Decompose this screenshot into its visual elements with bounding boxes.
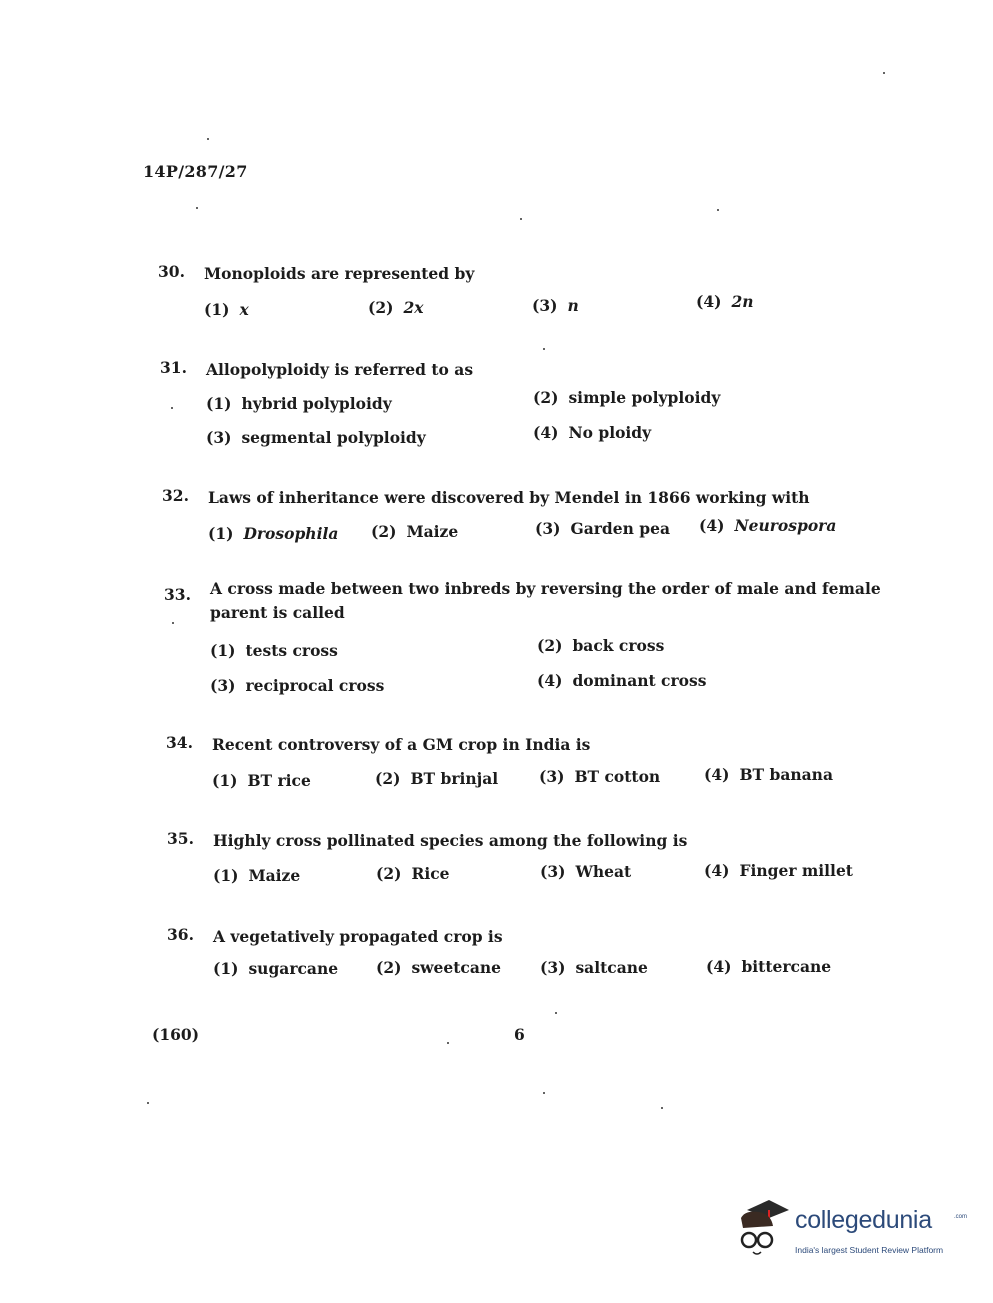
scan-speck (196, 207, 198, 209)
option-text: n (567, 296, 579, 315)
option-number: (1) (208, 524, 234, 543)
scan-speck (543, 348, 545, 350)
option-1 (206, 394, 392, 413)
scan-speck (520, 218, 522, 220)
question-31 (160, 358, 920, 453)
option-text: Wheat (575, 862, 632, 881)
option-2 (537, 636, 664, 655)
option-number: (4) (706, 957, 732, 976)
option-text: 2n (731, 292, 754, 311)
option-number: (2) (376, 864, 402, 883)
question-32 (162, 486, 922, 546)
option-4 (696, 292, 754, 311)
option-text: hybrid polyploidy (241, 394, 392, 413)
option-number: (3) (210, 676, 236, 695)
option-text: 2x (403, 298, 424, 317)
option-1 (212, 771, 311, 790)
option-4 (533, 423, 651, 442)
option-text: reciprocal cross (245, 676, 385, 695)
option-3 (206, 428, 426, 447)
question-36 (167, 925, 927, 985)
option-2 (368, 298, 423, 317)
option-text: dominant cross (572, 671, 707, 690)
option-number: (4) (704, 765, 730, 784)
question-number: 33. (164, 585, 191, 604)
option-4 (537, 671, 706, 690)
option-text: Maize (248, 866, 301, 885)
option-number: (2) (371, 522, 397, 541)
question-number: 31. (160, 358, 187, 377)
collegedunia-logo (733, 1196, 968, 1258)
question-number: 36. (167, 925, 194, 944)
option-text: Drosophila (243, 524, 339, 543)
option-4 (699, 516, 836, 535)
option-number: (4) (537, 671, 563, 690)
option-text: saltcane (575, 958, 648, 977)
option-number: (4) (704, 861, 730, 880)
question-34 (166, 733, 926, 793)
question-text: Recent controversy of a GM crop in India is (212, 735, 591, 754)
paper-code: 14P/287/27 (143, 162, 248, 181)
scan-speck (172, 622, 174, 624)
option-text: segmental polyploidy (241, 428, 426, 447)
option-1 (208, 524, 338, 543)
question-text: Laws of inheritance were discovered by Mendel in 1866 working with (208, 488, 810, 507)
option-number: (2) (533, 388, 559, 407)
question-35 (167, 829, 927, 889)
booklet-count: (160) (152, 1025, 200, 1044)
option-3 (210, 676, 384, 695)
scan-speck (171, 407, 173, 409)
option-2 (376, 864, 450, 883)
option-number: (4) (699, 516, 725, 535)
option-number: (1) (210, 641, 236, 660)
option-number: (2) (368, 298, 394, 317)
option-number: (3) (206, 428, 232, 447)
option-number: (2) (537, 636, 563, 655)
option-number: (3) (532, 296, 558, 315)
option-number: (1) (212, 771, 238, 790)
question-30 (158, 262, 918, 322)
option-text: BT banana (739, 765, 833, 784)
brand-domain-suffix: .com (954, 1214, 968, 1220)
option-number: (3) (539, 767, 565, 786)
option-number: (4) (696, 292, 722, 311)
option-text: BT rice (247, 771, 311, 790)
option-text: Rice (411, 864, 450, 883)
option-4 (706, 957, 831, 976)
question-text: Allopolyploidy is referred to as (206, 360, 474, 379)
option-text: BT cotton (574, 767, 661, 786)
question-text: Monoploids are represented by (204, 264, 475, 283)
option-3 (532, 296, 579, 315)
option-number: (3) (540, 958, 566, 977)
option-3 (540, 958, 648, 977)
option-1 (213, 866, 300, 885)
question-text: Highly cross pollinated species among the following is (213, 831, 688, 850)
option-text: back cross (572, 636, 665, 655)
option-4 (704, 765, 833, 784)
option-text: Neurospora (734, 516, 837, 535)
option-2 (371, 522, 458, 541)
question-number: 35. (167, 829, 194, 848)
scan-speck (447, 1042, 449, 1044)
option-number: (1) (213, 866, 239, 885)
option-3 (540, 862, 631, 881)
option-number: (2) (376, 958, 402, 977)
page-number: 6 (514, 1025, 525, 1044)
option-number: (1) (213, 959, 239, 978)
option-text: x (239, 300, 249, 319)
question-number: 30. (158, 262, 185, 281)
brand-name: collegedunia (795, 1206, 932, 1234)
scan-speck (883, 72, 885, 74)
option-1 (204, 300, 249, 319)
option-number: (1) (204, 300, 230, 319)
option-3 (539, 767, 660, 786)
question-text: A vegetatively propagated crop is (213, 927, 503, 946)
scan-speck (717, 209, 719, 211)
option-number: (2) (375, 769, 401, 788)
option-4 (704, 861, 853, 880)
option-number: (3) (540, 862, 566, 881)
scan-speck (147, 1102, 149, 1104)
option-number: (3) (535, 519, 561, 538)
option-2 (533, 388, 720, 407)
option-text: simple polyploidy (568, 388, 721, 407)
scan-speck (207, 138, 209, 140)
option-1 (213, 959, 338, 978)
option-number: (4) (533, 423, 559, 442)
question-text: A cross made between two inbreds by reversing the order of male and female parent is called (210, 579, 881, 622)
option-text: No ploidy (568, 423, 652, 442)
option-text: sugarcane (248, 959, 339, 978)
option-text: BT brinjal (410, 769, 499, 788)
mascot-icon (733, 1196, 791, 1256)
brand-tagline: India's largest Student Review Platform (795, 1245, 944, 1255)
option-text: Garden pea (570, 519, 671, 538)
option-text: sweetcane (411, 958, 502, 977)
option-text: bittercane (741, 957, 832, 976)
option-3 (535, 519, 670, 538)
question-33 (164, 577, 904, 697)
question-number: 32. (162, 486, 189, 505)
scan-speck (555, 1012, 557, 1014)
scan-speck (661, 1107, 663, 1109)
option-text: Finger millet (739, 861, 853, 880)
option-2 (375, 769, 498, 788)
option-1 (210, 641, 338, 660)
option-number: (1) (206, 394, 232, 413)
option-text: tests cross (245, 641, 338, 660)
scan-speck (543, 1092, 545, 1094)
option-text: Maize (406, 522, 459, 541)
option-2 (376, 958, 501, 977)
question-number: 34. (166, 733, 193, 752)
